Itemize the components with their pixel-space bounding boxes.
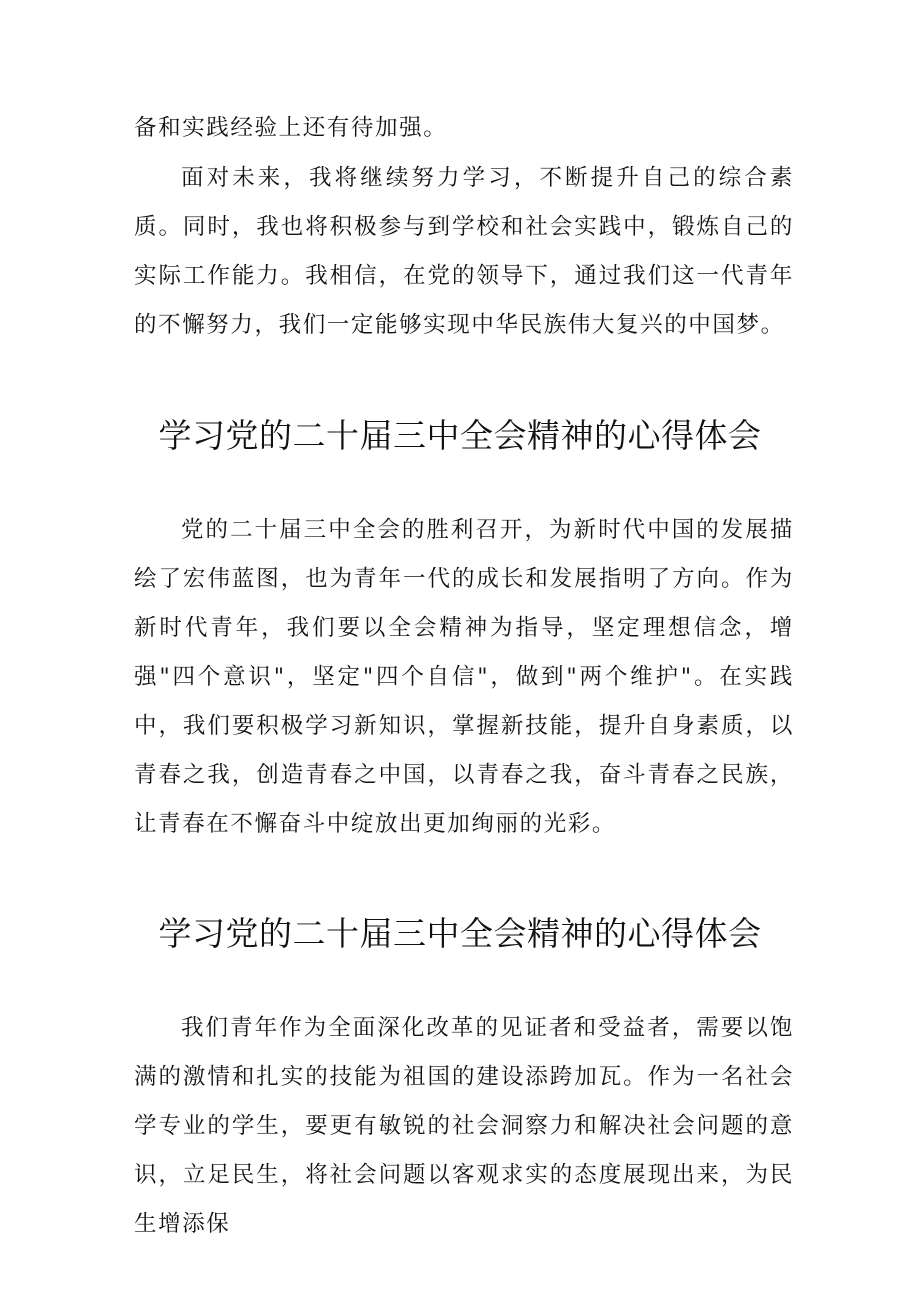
section-heading-2: 学习党的二十届三中全会精神的心得体会 xyxy=(158,914,762,953)
paragraph-youth-reform: 我们青年作为全面深化改革的见证者和受益者，需要以饱满的激情和扎实的技能为祖国的建设添跨加瓦。作为一名社会学专业的学生，要更有敏锐的社会洞察力和解决社会问题的意识，立足民生，将社会问题以客观求实的态度展现出来，为民生增添保 xyxy=(134,1015,794,1237)
paragraph-plenum-significance: 党的二十届三中全会的胜利召开，为新时代中国的发展描绘了宏伟蓝图，也为青年一代的成长和发展指明了方向。作为新时代青年，我们要以全会精神为指导，坚定理想信念，增强"四个意识"，坚定"四个自信"，做到"两个维护"。在实践中，我们要积极学习新知识，掌握新技能，提升自身素质，以青春之我，创造青春之中国，以青春之我，奋斗青春之民族，让青春在不懈奋斗中绽放出更加绚丽的光彩。 xyxy=(134,517,794,837)
paragraph-continuation: 备和实践经验上还有待加强。 xyxy=(134,115,448,141)
paragraph-future-outlook: 面对未来，我将继续努力学习，不断提升自己的综合素质。同时，我也将积极参与到学校和社会实践中，锻炼自己的实际工作能力。我相信，在党的领导下，通过我们这一代青年的不懈努力，我们一定能够实现中华民族伟大复兴的中国梦。 xyxy=(134,165,794,338)
section-heading-1: 学习党的二十届三中全会精神的心得体会 xyxy=(158,416,762,455)
